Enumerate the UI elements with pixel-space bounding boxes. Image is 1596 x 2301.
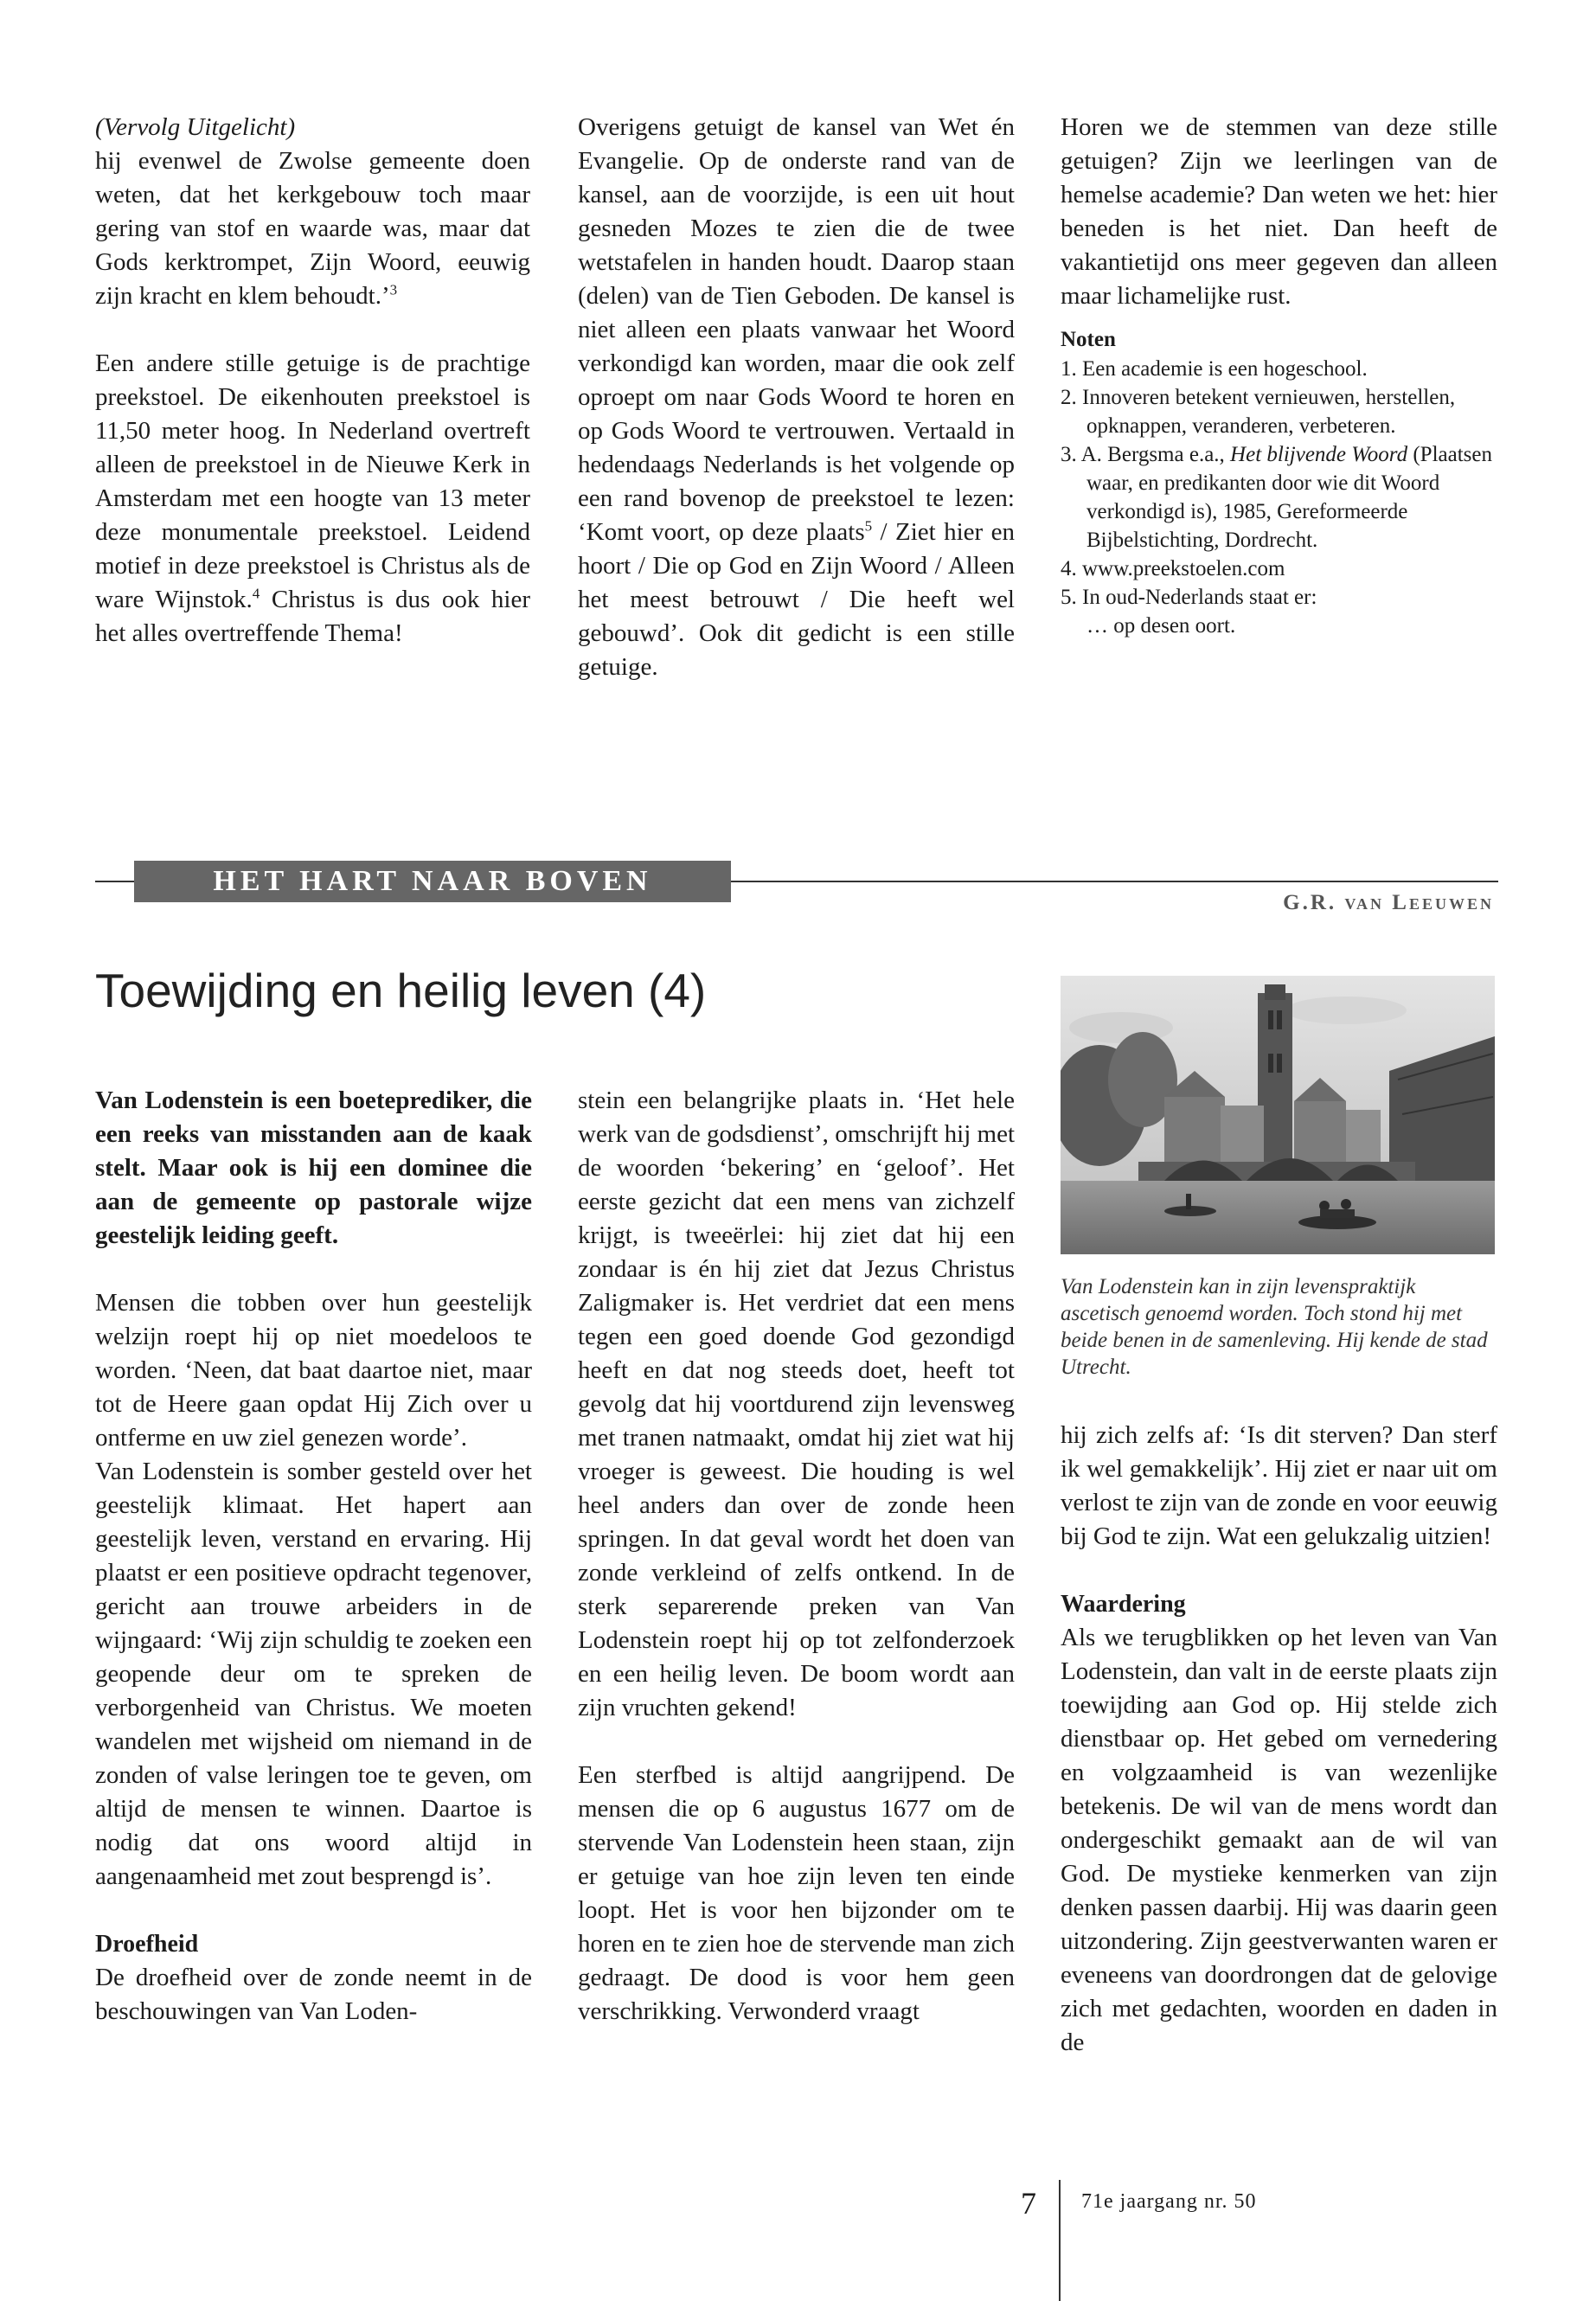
footnote-ref: 3	[389, 281, 398, 298]
paragraph: Van Lodenstein is somber gesteld over het geestelijk klimaat. Het hapert aan geestelijk leven, verstand en ervaring. Hij plaatst er een positieve opdracht tegenover, gericht aan trouwe arbeiders in de wijngaard: ‘Wij zijn schuldig te zoeken een geopende deur om te spreken de verborgenheid van Christus. We moeten wandelen met wijsheid om niemand in de zonden of valse leringen toe te geven, om altijd de mensen te winnen. Daartoe is nodig dat ons woord altijd in aangenaamheid met zout besprengd is’.	[95, 1458, 532, 1890]
paragraph: stein een belangrijke plaats in. ‘Het hele werk van de godsdienst’, omschrijft hij met de woorden ‘bekering’ en ‘geloof’. Het eerste gezicht dat een mens van zichzelf krijgt, is tweeërlei: hij ziet dat hij een zondaar is én hij ziet dat Jezus Christus Zaligmaker is. Het verdriet dat een mens tegen een goed doende God gezondigd heeft en dat nog steeds doet, heeft tot gevolg dat hij voortdurend zijn levensweg met tranen natmaakt, omdat hij ziet wat hij vroeger is geweest. Die houding is wel heel anders dan over de zonde heen springen. In dat geval wordt het doen van zonde verkleind of zelfs ontkend. In de sterk separerende preken van Van Lodenstein roept hij op tot zelfonderzoek en een heilig leven. De boom wordt aan zijn vruchten gekend!	[578, 1086, 1015, 1721]
paragraph: Mensen die tobben over hun geestelijk welzijn roept hij op niet moedeloos te worden. ‘Neen, dat baat daartoe niet, maar tot de Heere gaan opdat Hij Zich over u ontferme en uw ziel genezen worde’.	[95, 1289, 532, 1452]
article-column-3	[1061, 1419, 1497, 2060]
top-column-1	[95, 111, 530, 651]
footnote-ref: 5	[864, 517, 873, 535]
article-title: Toewijding en heilig leven (4)	[95, 964, 707, 1017]
subheading-waardering: Waardering	[1061, 1591, 1186, 1618]
paragraph: hij evenwel de Zwolse gemeente doen weten, dat het kerkgebouw toch maar gering van stof en waarde was, maar dat Gods kerktrompet, Zijn Woord, eeuwig zijn kracht en klem behoudt.’$^3$	[95, 147, 530, 310]
paragraph: hij zich zelfs af: ‘Is dit sterven? Dan sterf ik wel gemakkelijk’. Hij ziet er naar uit om verlost te zijn van de zonde en voor eeuwig bij God te zijn. Wat een gelukzalig uitzien!	[1061, 1421, 1497, 1550]
page-number: 7	[1021, 2186, 1036, 2221]
paragraph: Overigens getuigt de kansel van Wet én Evangelie. Op de onderste rand van de kansel, aan de voorzijde, is een uit hout gesneden Mozes te zien die de twee wetstafelen in handen houdt. Daarop staan (delen) van de Tien Geboden. De kansel is niet alleen een plaats vanwaar het Woord verkondigd kan worden, maar die ook zelf oproept om naar Gods Woord te horen en op Gods Woord te vertrouwen. Vertaald in hedendaags Nederlands is het volgende op een rand bovenop de preekstoel te lezen: ‘Komt voort, op deze plaats$^5$ / Ziet hier en hoort / Die op God en Zijn Woord / Alleen het meest betrouwt / Die heeft wel gebouwd’. Ook dit gedicht is een stille getuige.	[578, 113, 1015, 681]
notes-heading: Noten	[1061, 328, 1116, 351]
paragraph: De droefheid over de zonde neemt in de beschouwingen van Van Loden-	[95, 1964, 532, 2025]
note-item: 1. Een academie is een hogeschool.	[1061, 357, 1368, 381]
note-item: 5. In oud-Nederlands staat er: … op desen oort.	[1061, 586, 1317, 638]
top-column-3	[1061, 111, 1497, 640]
photo-caption: Van Lodenstein kan in zijn levenspraktijk ascetisch genoemd worden. Toch stond hij met beide benen in de samenleving. Hij kende de stad Utrecht.	[1061, 1275, 1488, 1379]
footnote-ref: 4	[252, 585, 260, 602]
note-item: 3. A. Bergsma e.a., Het blijvende Woord (Plaatsen waar, en predikanten door wie dit Woord verkondigd is), 1985, Gereformeerde Bijbelstichting, Dordrecht.	[1061, 443, 1492, 552]
utrecht-canal-photo	[1061, 976, 1495, 1254]
paragraph: Als we terugblikken op het leven van Van Lodenstein, dan valt in de eerste plaats zijn toewijding aan God op. Hij stelde zich dienstbaar op. Het gebed om vernedering en volgzaamheid is van wezenlijke betekenis. De wil van de mens wordt dan ondergeschikt gemaakt aan de wil van God. De mystieke kenmerken van zijn denken passen daarbij. Hij was daarin geen uitzondering. Zijn geestverwanten waren er eveneens van doordrongen dat de gelovige zich met gedachten, woorden en daden in de	[1061, 1624, 1497, 2056]
top-column-2	[578, 111, 1015, 684]
author-name: G.R. van Leeuwen	[1283, 891, 1494, 914]
footer-divider	[1059, 2180, 1061, 2301]
paragraph: Horen we de stemmen van deze stille getuigen? Zijn we leerlingen van de hemelse academie? Dan weten we het: hier beneden is het niet. Dan heeft de vakantietijd ons meer gegeven dan alleen maar lichamelijke rust.	[1061, 113, 1497, 310]
lead-paragraph: Van Lodenstein is een boeteprediker, die een reeks van misstanden aan de kaak stelt. Maar ook is hij een dominee die aan de gemeente op pastorale wijze geestelijk leiding geeft.	[95, 1086, 532, 1249]
article-column-1	[95, 1084, 532, 2029]
continuation-label: (Vervolg Uitgelicht)	[95, 113, 296, 141]
issue-label: 71e jaargang nr. 50	[1081, 2190, 1257, 2213]
note-item: 2. Innoveren betekent vernieuwen, herstellen, opknappen, veranderen, verbeteren.	[1061, 386, 1456, 438]
article-column-2	[578, 1084, 1015, 2029]
subheading-droefheid: Droefheid	[95, 1931, 199, 1958]
notes-list	[1061, 355, 1497, 640]
section-banner: HET HART NAAR BOVEN	[134, 861, 731, 902]
note-item: 4. www.preekstoelen.com	[1061, 557, 1285, 580]
paragraph: Een andere stille getuige is de prachtige preekstoel. De eikenhouten preekstoel is 11,50 meter hoog. In Nederland overtreft alleen de preekstoel in de Nieuwe Kerk in Amsterdam met een hoogte van 13 meter deze monumentale preekstoel. Leidend motief in deze preekstoel is Christus als de ware Wijnstok.$^4$ Christus is dus ook hier het alles overtreffende Thema!	[95, 349, 530, 647]
paragraph: Een sterfbed is altijd aangrijpend. De mensen die op 6 augustus 1677 om de stervende Van Lodenstein heen staan, zijn er getuige van hoe zijn leven ten einde loopt. Het is voor hen bijzonder om te horen en te zien hoe de stervende man zich gedraagt. De dood is voor hem geen verschrikking. Verwonderd vraagt	[578, 1761, 1015, 2025]
